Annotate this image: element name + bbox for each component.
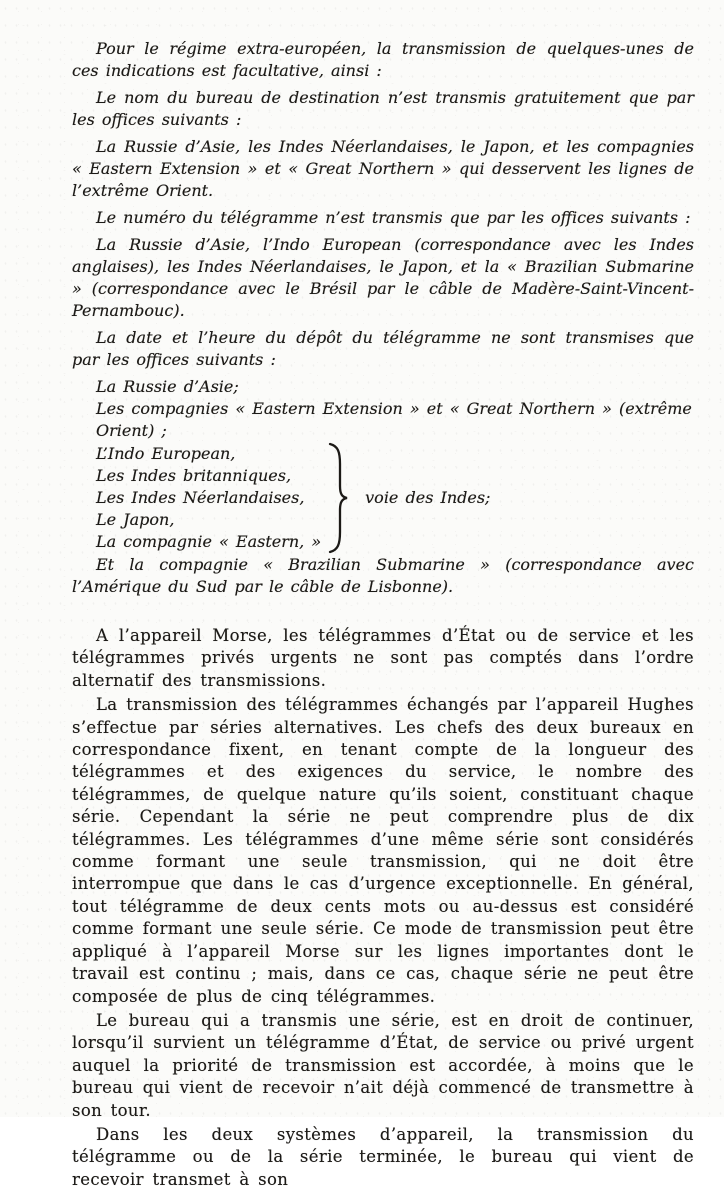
- brace-item-list: [96, 443, 321, 553]
- para-regime-extra-europeen: Pour le régime extra-européen, la transmission de quelques-unes de ces indications est facultative, ainsi :: [72, 39, 694, 80]
- brace-item-indo-european: L’Indo European,: [96, 444, 236, 463]
- right-brace-icon: [327, 442, 349, 554]
- brace-label-voie-des-indes: voie des Indes;: [365, 488, 491, 507]
- para-deux-systemes: Dans les deux systèmes d’appareil, la transmission du télégramme ou de la série terminée, le bureau qui vient de recevoir transmet à son: [72, 1124, 694, 1189]
- list-item-russie-asie: La Russie d’Asie;: [96, 377, 239, 396]
- para-offices-extreme-orient: La Russie d’Asie, les Indes Néerlandaises, le Japon, et les compagnies « Eastern Extension » et « Great Northern » qui desservent les lignes de l’extrême Orient.: [72, 137, 694, 200]
- brace-item-compagnie-eastern: La compagnie « Eastern, »: [96, 532, 322, 551]
- para-date-heure-depot: La date et l’heure du dépôt du télégramme ne sont transmises que par les offices suivants :: [72, 328, 694, 369]
- para-bureau-transmis: Le bureau qui a transmis une série, est en droit de continuer, lorsqu’il survient un télégramme d’État, de service ou privé urgent auquel la priorité de transmission est accordée, à moins que le bureau qui vient de recevoir n’ait déjà commencé de transmettre à son tour.: [72, 1010, 694, 1120]
- list-item-compagnies-orient: Les compagnies « Eastern Extension » et « Great Northern » (extrême Orient) ;: [96, 399, 692, 440]
- brace-item-indes-britanniques: Les Indes britanniques,: [96, 466, 292, 485]
- para-appareil-hughes: La transmission des télégrammes échangés par l’appareil Hughes s’effectue par séries alternatives. Les chefs des deux bureaux en correspondance fixent, en tenant compte de la longueur des télégrammes et des exigences du service, le nombre des télégrammes, de quelque nature qu’ils soient, constituant chaque série. Cependant la série ne peut comprendre plus de dix télégrammes. Les télégrammes d’une même série sont considérés comme formant une seule transmission, qui ne doit être interrompue que dans le cas d’urgence exceptionnelle. En général, tout télégramme de deux cents mots ou au-dessus est considéré comme formant une seule série. Ce mode de transmission peut être appliqué à l’appareil Morse sur les lignes importantes dont le travail est continu ; mais, dans ce cas, chaque série ne peut être composée de plus de cinq télégrammes.: [72, 695, 694, 1006]
- para-appareil-morse: A l’appareil Morse, les télégrammes d’État ou de service et les télégrammes privés urgents ne sont pas comptés dans l’ordre alternatif des transmissions.: [72, 626, 694, 690]
- section-service-indications: [72, 38, 694, 598]
- para-nom-bureau-destination: Le nom du bureau de destination n’est transmis gratuitement que par les offices suivants :: [72, 88, 694, 129]
- brace-item-indes-neerlandaises: Les Indes Néerlandaises,: [96, 488, 305, 507]
- para-brazilian-submarine: Et la compagnie « Brazilian Submarine » (correspondance avec l’Amérique du Sud par le câble de Lisbonne).: [72, 555, 694, 596]
- para-indo-european: La Russie d’Asie, l’Indo European (correspondance avec les Indes anglaises), les Indes Néerlandaises, le Japon, et la « Brazilian Submarine » (correspondance avec le Brésil par le câble de Madère-Saint-Vincent-Pernambouc).: [72, 235, 694, 320]
- para-numero-telegramme: Le numéro du télégramme n’est transmis que par les offices suivants :: [96, 208, 691, 227]
- section-transmission-rules: [72, 625, 694, 1191]
- brace-item-japon: Le Japon,: [96, 510, 175, 529]
- voie-des-indes-group: [72, 442, 694, 554]
